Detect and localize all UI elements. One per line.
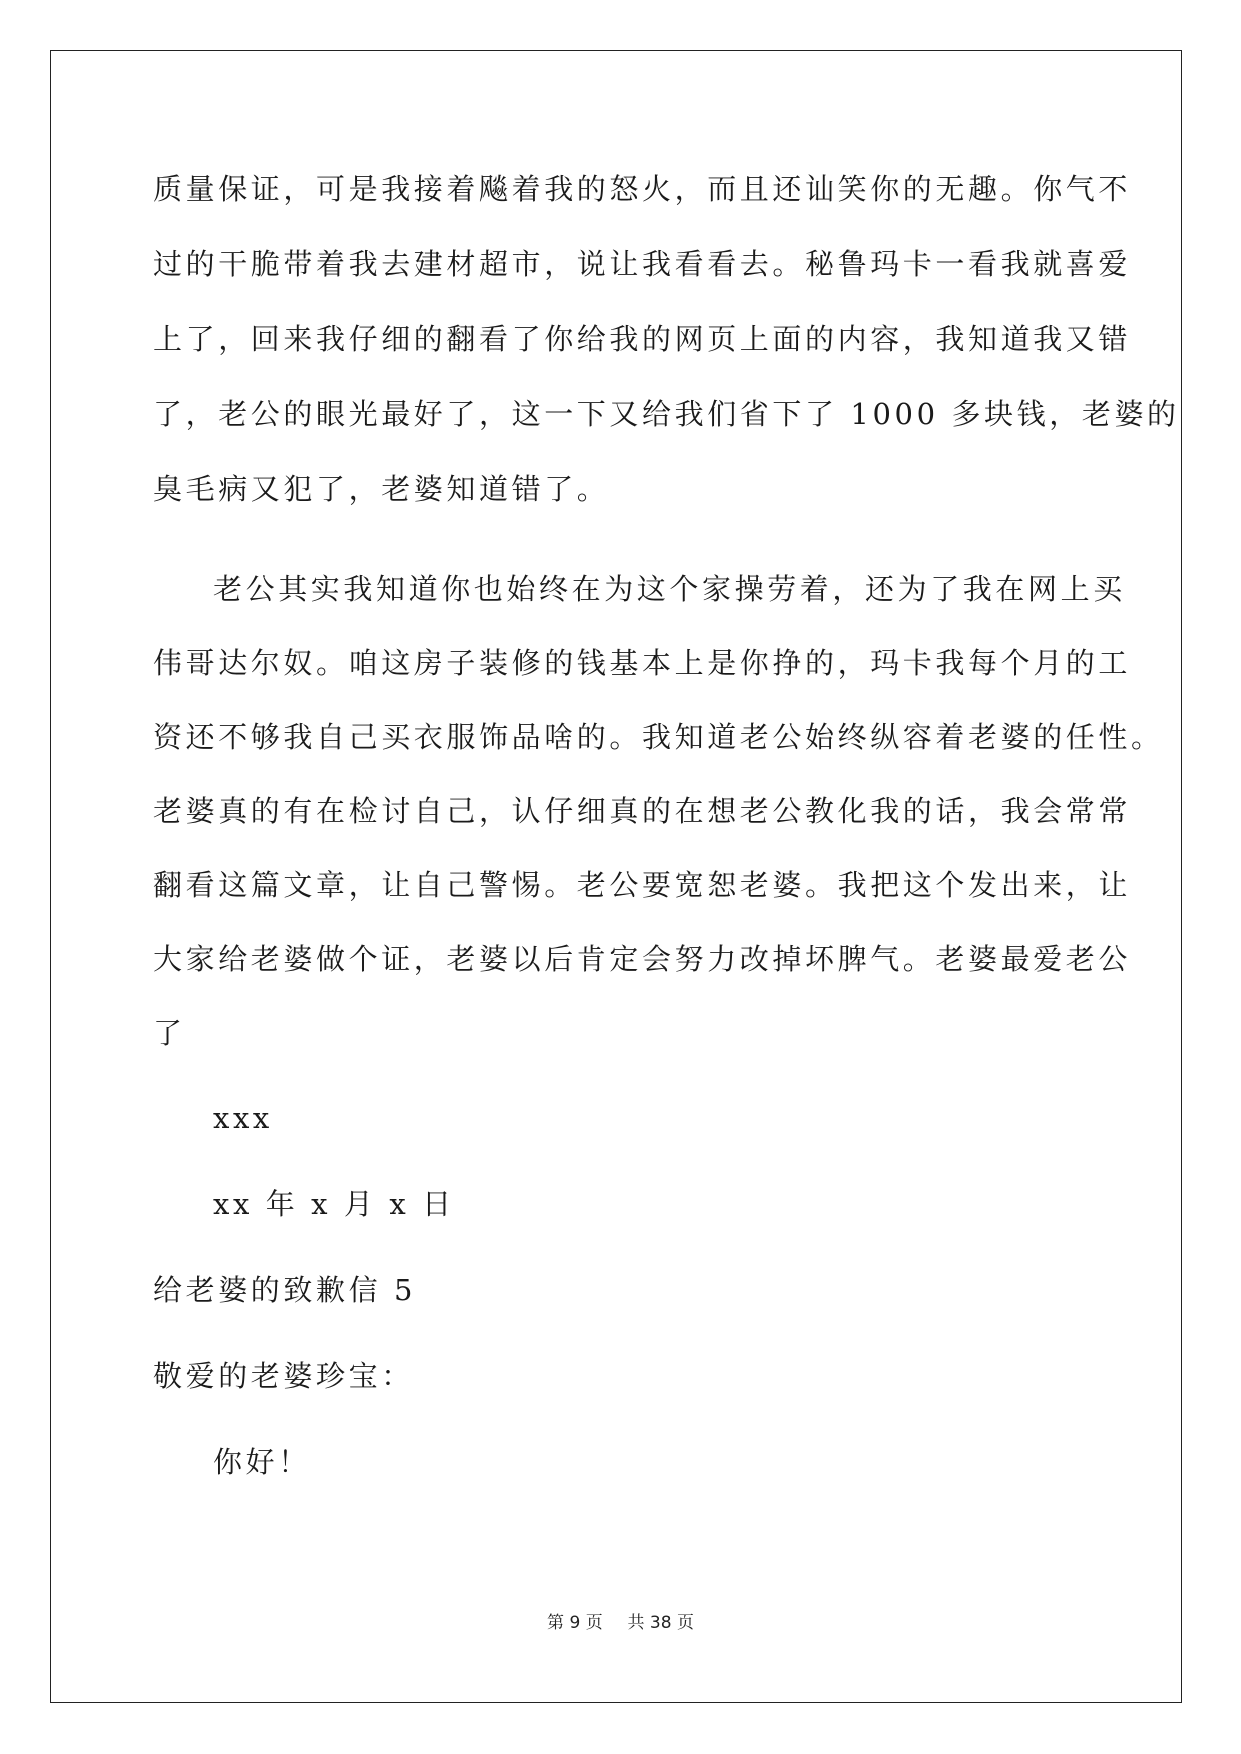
total-suffix: 页 <box>676 1613 694 1633</box>
section-title: 给老婆的致歉信 5 <box>153 1273 417 1307</box>
paragraph-line: 过的干脆带着我去建材超市，说让我看看去。秘鲁玛卡一看我就喜爱 <box>153 247 1132 281</box>
total-label: 共 <box>627 1613 645 1633</box>
page-footer <box>0 1608 1241 1633</box>
paragraph-line: 老公其实我知道你也始终在为这个家操劳着，还为了我在网上买 <box>213 572 1126 606</box>
paragraph-line: 了，老公的眼光最好了，这一下又给我们省下了 1000 多块钱，老婆的 <box>153 397 1180 431</box>
page-number: 9 <box>569 1613 581 1633</box>
paragraph-line: 资还不够我自己买衣服饰品啥的。我知道老公始终纵容着老婆的任性。 <box>153 720 1164 754</box>
paragraph-line: 伟哥达尔奴。咱这房子装修的钱基本上是你挣的，玛卡我每个月的工 <box>153 646 1132 680</box>
paragraph-line: 臭毛病又犯了，老婆知道错了。 <box>153 472 610 506</box>
paragraph-line: 了 <box>153 1016 186 1050</box>
paragraph-line: 老婆真的有在检讨自己，认仔细真的在想老公教化我的话，我会常常 <box>153 794 1132 828</box>
paragraph-line: 翻看这篇文章，让自己警惕。老公要宽恕老婆。我把这个发出来，让 <box>153 868 1132 902</box>
paragraph-line: 质量保证，可是我接着飚着我的怒火，而且还讪笑你的无趣。你气不 <box>153 172 1132 206</box>
signature-date: xx 年 x 月 x 日 <box>213 1187 455 1221</box>
greeting: 你好！ <box>213 1445 311 1479</box>
page-label: 第 <box>547 1613 565 1633</box>
page-suffix: 页 <box>585 1613 603 1633</box>
salutation: 敬爱的老婆珍宝： <box>153 1359 414 1393</box>
paragraph-line: 大家给老婆做个证，老婆以后肯定会努力改掉坏脾气。老婆最爱老公 <box>153 942 1132 976</box>
total-number: 38 <box>649 1613 672 1633</box>
paragraph-line: 上了，回来我仔细的翻看了你给我的网页上面的内容，我知道我又错 <box>153 322 1132 356</box>
signature-name: xxx <box>213 1101 273 1135</box>
